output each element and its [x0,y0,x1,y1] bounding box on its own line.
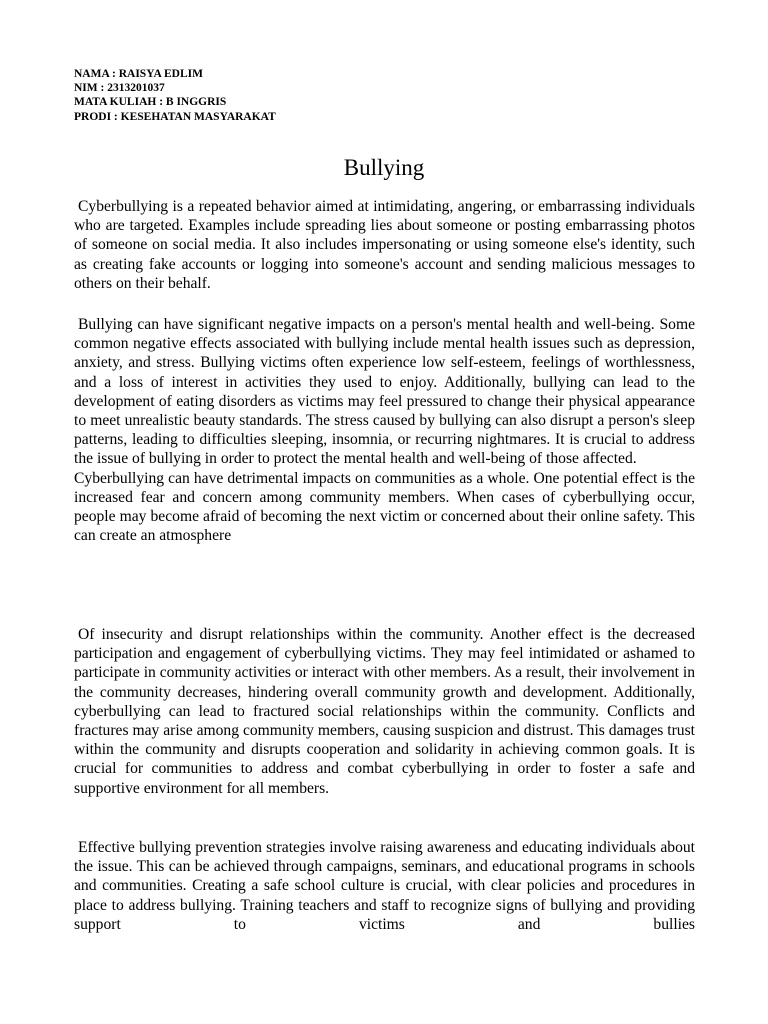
student-nim: NIM : 2313201037 [74,82,165,95]
paragraph-text: Effective bullying prevention strategies involve raising awareness and educating individuals about the issue. This can be achieved through campaigns, seminars, and educational programs in schools and communities. Creating a safe school culture is crucial, with clear policies and procedures in place to address bullying. Training teachers and staff to recognize signs of bullying and providing support to victims and bullies [74,839,695,933]
study-program: PRODI : KESEHATAN MASYARAKAT [74,110,276,123]
paragraph-cyberbullying-definition [74,197,695,293]
document-title: Bullying [343,155,425,180]
paragraph-text: Cyberbullying is a repeated behavior aimed at intimidating, angering, or embarrassing individuals who are targeted. Examples include spreading lies about someone or posting embarrassing photos of someone on social media. It also includes impersonating or using someone else's identity, such as creating fake accounts or logging into someone's account and sending malicious messages to others on their behalf. [74,198,695,292]
paragraph-mental-health-effects [74,315,695,545]
student-info-block [74,67,276,124]
paragraph-text: Cyberbullying can have detrimental impacts on communities as a whole. One potential effect is the increased fear and concern among community members. When cases of cyberbullying occur, people may become afraid of becoming the next victim or concerned about their online safety. This can create an atmosphere [74,469,695,545]
student-name: NAMA : RAISYA EDLIM [74,68,203,80]
paragraph-text: Of insecurity and disrupt relationships within the community. Another effect is the decreased participation and engagement of cyberbullying victims. They may feel intimidated or ashamed to participate in community activities or interact with other members. As a result, their involvement in the community decreases, hindering overall community growth and development. Additionally, cyberbullying can lead to fractured social relationships within the community. Conflicts and fractures may arise among community members, causing suspicion and distrust. This damages trust within the community and disrupts cooperation and solidarity in achieving common goals. It is crucial for communities to address and combat cyberbullying in order to foster a safe and supportive environment for all members. [74,626,695,797]
course-name: MATA KULIAH : B INGGRIS [74,96,227,109]
paragraph-prevention-strategies [74,838,695,934]
paragraph-community-effects [74,625,695,798]
paragraph-text: Bullying can have significant negative impacts on a person's mental health and well-being. Some common negative effects associated with bullying include mental health issues such as depression, anxiety, and stress. Bullying victims often experience low self-esteem, feelings of worthlessness, and a loss of interest in activities they used to enjoy. Additionally, bullying can lead to the development of eating disorders as victims may feel pressured to change their physical appearance to meet unrealistic beauty standards. The stress caused by bullying can also disrupt a person's sleep patterns, leading to difficulties sleeping, insomnia, or recurring nightmares. It is crucial to address the issue of bullying in order to protect the mental health and well-being of those affected. [74,316,695,468]
